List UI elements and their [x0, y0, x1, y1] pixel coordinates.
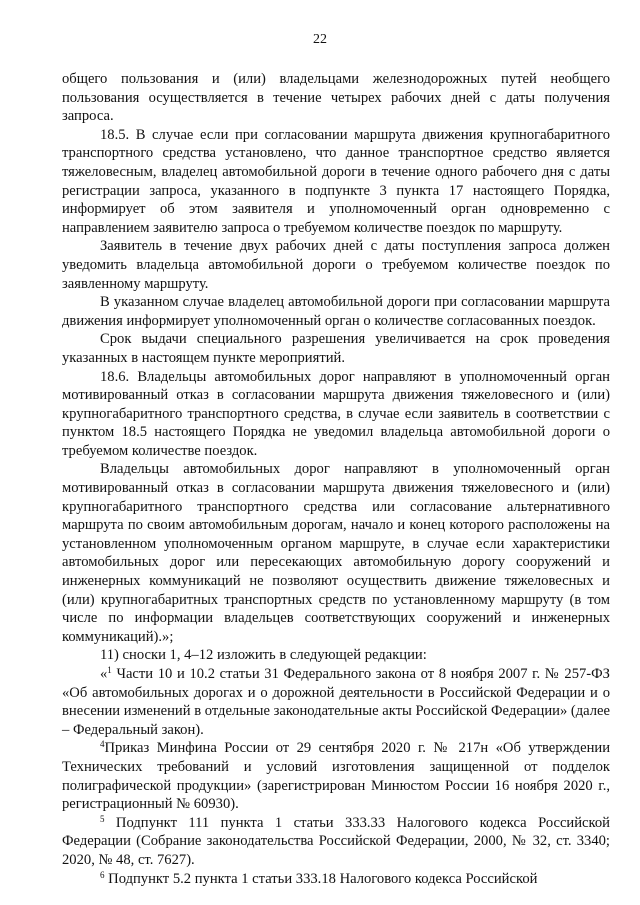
paragraph: Срок выдачи специального разрешения увеличивается на срок проведения указанных в настоящем пункте мероприятий.	[62, 331, 610, 366]
paragraph: 11) сноски 1, 4–12 изложить в следующей редакции:	[100, 647, 427, 664]
footnote-paragraph	[62, 870, 610, 889]
footnote-open-quote: «	[100, 666, 108, 682]
footnote-marker: 1	[107, 665, 112, 675]
footnote-paragraph	[62, 814, 610, 870]
page-number: 22	[313, 32, 327, 47]
paragraph: Заявитель в течение двух рабочих дней с даты поступления запроса должен уведомить владельца автомобильной дороги о требуемом количестве поездок по заявленному маршруту.	[62, 238, 610, 292]
paragraph: Владельцы автомобильных дорог направляют в уполномоченный орган мотивированный отказ в согласовании маршрута движения тяжеловесного и (или) крупногабаритного транспортного средства или согласование альтернативного маршрута по своим автомобильным дорогам, начало и конец которого расположены на установленном уполномоченным органом маршруте, в случае если характеристики автомобильных дорог или пересекающих автомобильную дорогу сооружений и инженерных коммуникаций не позволяют осуществить движение тяжеловесных и (или) крупногабаритных транспортных средств по установленному маршруту (в том числе по информации владельцев соответствующих сооружений и инженерных коммуникаций).»;	[62, 461, 610, 645]
footnote-text: Приказ Минфина России от 29 сентября 2020 г. № 217н «Об утверждении Технических требований и условий изготовления защищенной от подделок полиграфической продукции» (зарегистрирован Минюстом России 16 ноября 2020 г., регистрационный № 60930).	[62, 740, 610, 813]
footnote-text: Подпункт 5.2 пункта 1 статьи 333.18 Налогового кодекса Российской	[104, 870, 538, 887]
paragraph: общего пользования и (или) владельцами железнодорожных путей необщего пользования осуществляется в течение четырех рабочих дней с даты получения запроса.	[62, 71, 610, 125]
footnote-marker: 6	[100, 869, 105, 880]
footnote-marker: 5	[100, 813, 105, 824]
paragraph: 18.6. Владельцы автомобильных дорог направляют в уполномоченный орган мотивированный отказ в согласовании маршрута движения тяжеловесного и (или) крупногабаритного транспортного средства, в случае если заявитель в соответствии с пунктом 18.5 настоящего Порядка не уведомил владельца автомобильной дороги о требуемом количестве поездок.	[62, 368, 610, 459]
paragraph: В указанном случае владелец автомобильной дороги при согласовании маршрута движения информирует уполномоченный орган о количестве согласованных поездок.	[62, 294, 610, 329]
footnote-text: Части 10 и 10.2 статьи 31 Федерального закона от 8 ноября 2007 г. № 257-ФЗ «Об автомобильных дорогах и о дорожной деятельности в Российской Федерации и о внесении изменений в отдельные законодательные акты Российской Федерации» (далее – Федеральный закон).	[62, 666, 611, 738]
paragraph: 18.5. В случае если при согласовании маршрута движения крупногабаритного транспортного средства установлено, что данное транспортное средство является тяжеловесным, владелец автомобильной дороги в течение одного рабочего дня с даты регистрации запроса, указанного в подпункте 3 пункта 17 настоящего Порядка, информирует об этом заявителя и уполномоченный орган одновременно с направлением заявителю запроса о требуемом количестве поездок по маршруту.	[62, 126, 610, 236]
footnote-marker: 4	[100, 739, 105, 750]
footnote-paragraph	[62, 739, 610, 813]
document-body	[62, 70, 610, 888]
footnote-text: Подпункт 111 пункта 1 статьи 333.33 Налогового кодекса Российской Федерации (Собрание законодательства Российской Федерации, 2000, № 32, ст. 3340; 2020, № 48, ст. 7627).	[62, 814, 610, 868]
footnote-paragraph	[62, 665, 610, 739]
